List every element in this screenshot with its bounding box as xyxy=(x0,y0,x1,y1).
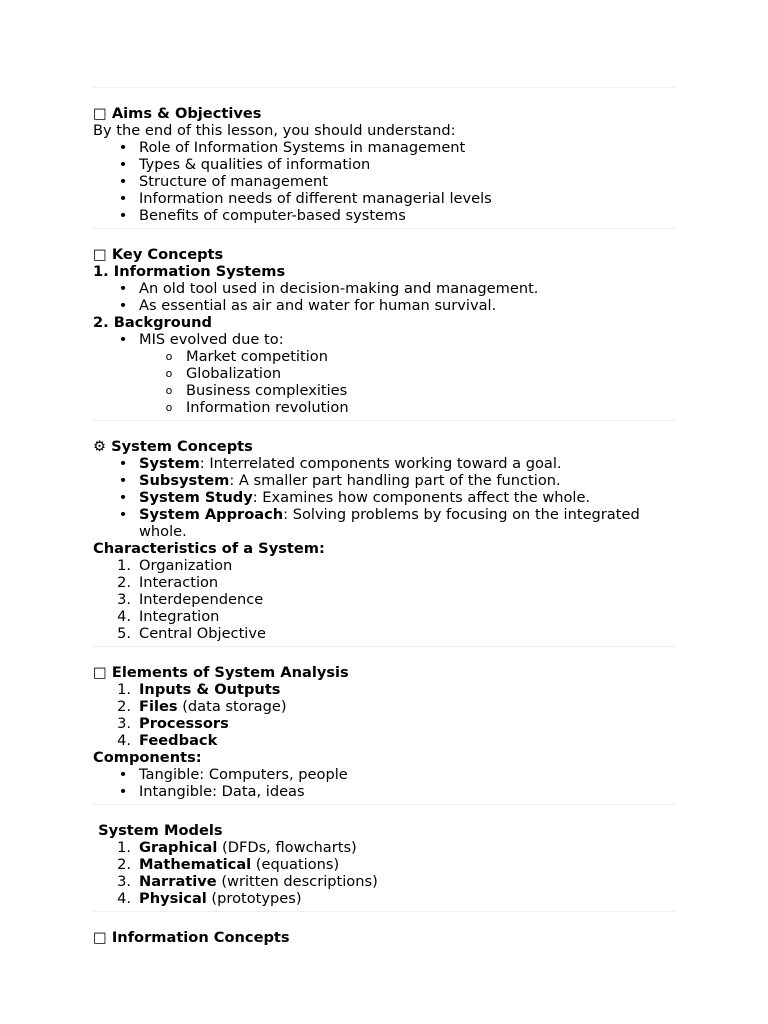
system-models-heading: System Models xyxy=(93,822,223,839)
info-systems-subheading: 1. Information Systems xyxy=(93,263,286,280)
bullet-marker: • xyxy=(118,297,128,314)
list-item: • System Approach: Solving problems by focusing on the integrated whole. xyxy=(93,506,675,540)
list-item: 2. Mathematical (equations) xyxy=(93,856,675,873)
list-item: 2. Files (data storage) xyxy=(93,698,675,715)
bullet-marker: • xyxy=(118,173,128,190)
elements-heading: □ Elements of System Analysis xyxy=(93,664,349,681)
components-list xyxy=(93,766,675,800)
list-item: o Market competition xyxy=(93,348,675,365)
list-item: 1. Inputs & Outputs xyxy=(93,681,675,698)
system-concepts-heading: ⚙ System Concepts xyxy=(93,438,253,455)
aims-section xyxy=(93,105,675,224)
list-item: • System: Interrelated components working toward a goal. xyxy=(93,455,675,472)
list-item: 2. Interaction xyxy=(93,574,675,591)
list-item: • MIS evolved due to: xyxy=(93,331,675,348)
background-subheading: 2. Background xyxy=(93,314,213,331)
list-item: o Information revolution xyxy=(93,399,675,416)
divider xyxy=(93,911,675,912)
divider xyxy=(93,804,675,805)
list-item: o Business complexities xyxy=(93,382,675,399)
list-item: 5. Central Objective xyxy=(93,625,675,642)
item-number: 2. xyxy=(117,856,131,873)
list-item: 3. Processors xyxy=(93,715,675,732)
list-item: • Role of Information Systems in management xyxy=(93,139,675,156)
characteristics-list xyxy=(93,557,675,642)
item-number: 5. xyxy=(117,625,131,642)
information-concepts-heading: □ Information Concepts xyxy=(93,929,290,946)
list-item: • Tangible: Computers, people xyxy=(93,766,675,783)
item-number: 1. xyxy=(117,839,131,856)
bullet-marker: • xyxy=(118,156,128,173)
bullet-marker: • xyxy=(118,139,128,156)
list-item: • Benefits of computer-based systems xyxy=(93,207,675,224)
item-number: 2. xyxy=(117,698,131,715)
key-concepts-section xyxy=(93,246,675,416)
background-list xyxy=(93,331,675,348)
aims-list xyxy=(93,139,675,224)
item-number: 3. xyxy=(117,591,131,608)
information-concepts-section xyxy=(93,929,675,946)
list-item: • Structure of management xyxy=(93,173,675,190)
bullet-marker: • xyxy=(118,766,128,783)
circle-marker: o xyxy=(165,384,173,397)
item-number: 4. xyxy=(117,608,131,625)
background-sublist xyxy=(93,348,675,416)
list-item: 4. Physical (prototypes) xyxy=(93,890,675,907)
bullet-marker: • xyxy=(118,207,128,224)
list-item: • An old tool used in decision-making and management. xyxy=(93,280,675,297)
system-models-section xyxy=(93,822,675,907)
bullet-marker: • xyxy=(118,472,128,489)
list-item: • As essential as air and water for human survival. xyxy=(93,297,675,314)
elements-section xyxy=(93,664,675,800)
system-concepts-section xyxy=(93,438,675,642)
circle-marker: o xyxy=(165,367,173,380)
circle-marker: o xyxy=(165,401,173,414)
document-page xyxy=(93,80,675,946)
list-item: • Information needs of different managerial levels xyxy=(93,190,675,207)
bullet-marker: • xyxy=(118,455,128,472)
bullet-marker: • xyxy=(118,190,128,207)
characteristics-subheading: Characteristics of a System: xyxy=(93,540,325,557)
list-item: 4. Feedback xyxy=(93,732,675,749)
item-number: 4. xyxy=(117,732,131,749)
bullet-marker: • xyxy=(118,783,128,800)
list-item: 3. Narrative (written descriptions) xyxy=(93,873,675,890)
elements-list xyxy=(93,681,675,749)
list-item: • System Study: Examines how components affect the whole. xyxy=(93,489,675,506)
list-item: • Intangible: Data, ideas xyxy=(93,783,675,800)
bullet-marker: • xyxy=(118,489,128,506)
divider xyxy=(93,420,675,421)
list-item: 1. Organization xyxy=(93,557,675,574)
list-item: • Types & qualities of information xyxy=(93,156,675,173)
item-number: 1. xyxy=(117,681,131,698)
components-subheading: Components: xyxy=(93,749,202,766)
bullet-marker: • xyxy=(118,280,128,297)
system-definitions-list xyxy=(93,455,675,540)
aims-heading: □ Aims & Objectives xyxy=(93,105,262,122)
list-item: • Subsystem: A smaller part handling part of the function. xyxy=(93,472,675,489)
list-item: 1. Graphical (DFDs, flowcharts) xyxy=(93,839,675,856)
item-number: 3. xyxy=(117,715,131,732)
key-concepts-heading: □ Key Concepts xyxy=(93,246,224,263)
item-number: 4. xyxy=(117,890,131,907)
divider xyxy=(93,87,675,88)
aims-intro: By the end of this lesson, you should understand: xyxy=(93,122,456,139)
divider xyxy=(93,228,675,229)
bullet-marker: • xyxy=(118,506,128,523)
list-item: 4. Integration xyxy=(93,608,675,625)
circle-marker: o xyxy=(165,350,173,363)
info-systems-list xyxy=(93,280,675,314)
item-number: 2. xyxy=(117,574,131,591)
models-list xyxy=(93,839,675,907)
divider xyxy=(93,646,675,647)
list-item: 3. Interdependence xyxy=(93,591,675,608)
item-number: 3. xyxy=(117,873,131,890)
bullet-marker: • xyxy=(118,331,128,348)
item-number: 1. xyxy=(117,557,131,574)
list-item: o Globalization xyxy=(93,365,675,382)
